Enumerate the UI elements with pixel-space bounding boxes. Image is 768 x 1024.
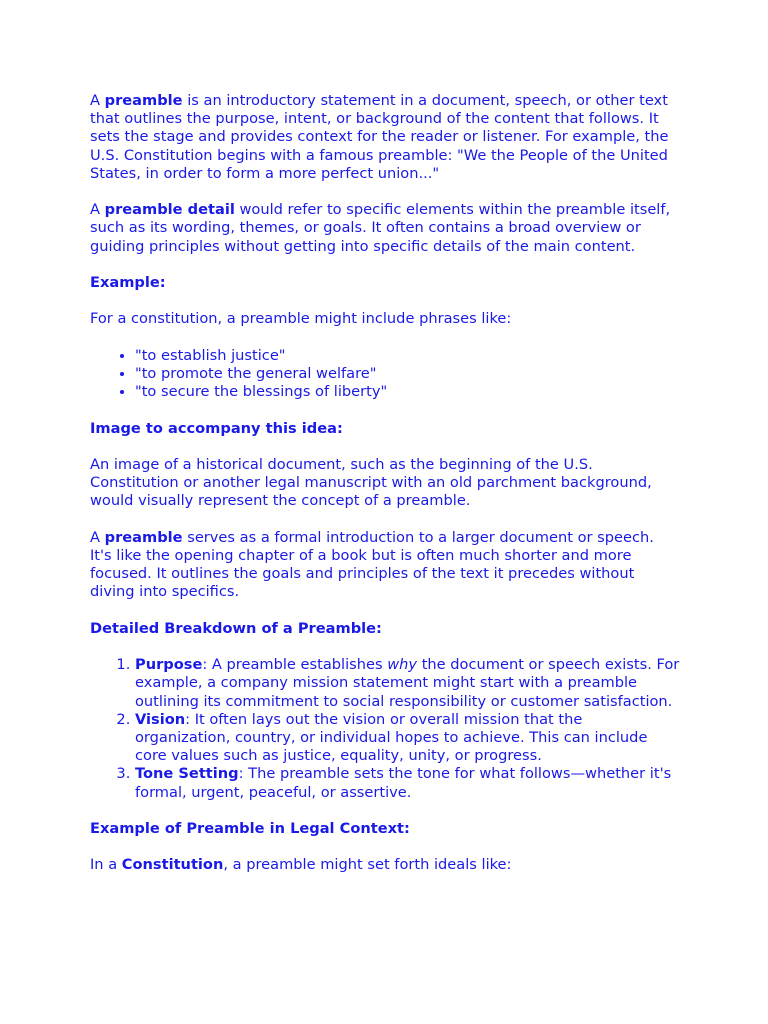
paragraph-legal (90, 856, 680, 874)
list-item: • "to promote the general welfare" (135, 365, 680, 383)
list-item: • "to establish justice" (135, 347, 680, 365)
list-item (135, 711, 680, 766)
list-item: • "to secure the blessings of liberty" (135, 383, 680, 401)
paragraph-definition (90, 92, 680, 183)
heading-breakdown: Detailed Breakdown of a Preamble: (90, 619, 382, 637)
italic-term: why (387, 656, 418, 674)
text: In a (90, 856, 122, 874)
bold-term: Tone Setting (135, 765, 239, 783)
bold-term: preamble (104, 92, 183, 109)
text: A (90, 92, 105, 109)
heading-image: Image to accompany this idea: (90, 419, 343, 437)
text: : It often lays out the vision or overall mission that the organization, country, or individual hopes to achieve. This can include core values such as justice, equality, unity, or progress. (135, 710, 648, 765)
bold-term: preamble detail (104, 201, 235, 219)
bold-term: preamble (104, 528, 183, 546)
paragraph-phrases-intro: For a constitution, a preamble might include phrases like: (90, 310, 512, 328)
text: : The preamble sets the tone for what follows—whether it's formal, urgent, peaceful, or assertive. (135, 765, 672, 801)
list-item (135, 765, 680, 801)
heading-legal: Example of Preamble in Legal Context: (90, 819, 410, 837)
text: , a preamble might set forth ideals like: (223, 856, 512, 874)
paragraph-detail (90, 201, 680, 256)
bold-term: Purpose (135, 656, 203, 674)
text: : A preamble establishes (202, 656, 388, 674)
text: would refer to specific elements within the preamble itself, such as its wording, themes, or goals. It often contains a broad overview or guiding principles without getting into specific details of the main content. (90, 201, 671, 255)
paragraph-introduction (90, 529, 680, 602)
document-page (90, 92, 680, 893)
bold-term: Vision (135, 710, 186, 728)
list-item (135, 656, 680, 711)
paragraph-image: An image of a historical document, such as the beginning of the U.S. Constitution or another legal manuscript with an old parchment background, would visually represent the concept of a preamble. (90, 455, 652, 510)
breakdown-list (90, 656, 680, 802)
text: A (90, 528, 105, 546)
text: is an introductory statement in a document, speech, or other text that outlines the purpose, intent, or background of the content that follows. It sets the stage and provides context for the reader or listener. For example, the U.S. Constitution begins with a famous preamble: "We the People of the United States, in order to form a more perfect union..." (90, 92, 669, 182)
heading-example: Example: (90, 274, 166, 291)
text: the document or speech exists. For example, a company mission statement might start with a preamble outlining its commitment to social responsibility or customer satisfaction. (135, 656, 680, 710)
text: serves as a formal introduction to a larger document or speech. It's like the opening chapter of a book but is often much shorter and more focused. It outlines the goals and principles of the text it precedes without diving into specifics. (90, 528, 654, 601)
text: A (90, 201, 105, 219)
phrase-list (90, 347, 680, 402)
bold-term: Constitution (121, 856, 224, 874)
